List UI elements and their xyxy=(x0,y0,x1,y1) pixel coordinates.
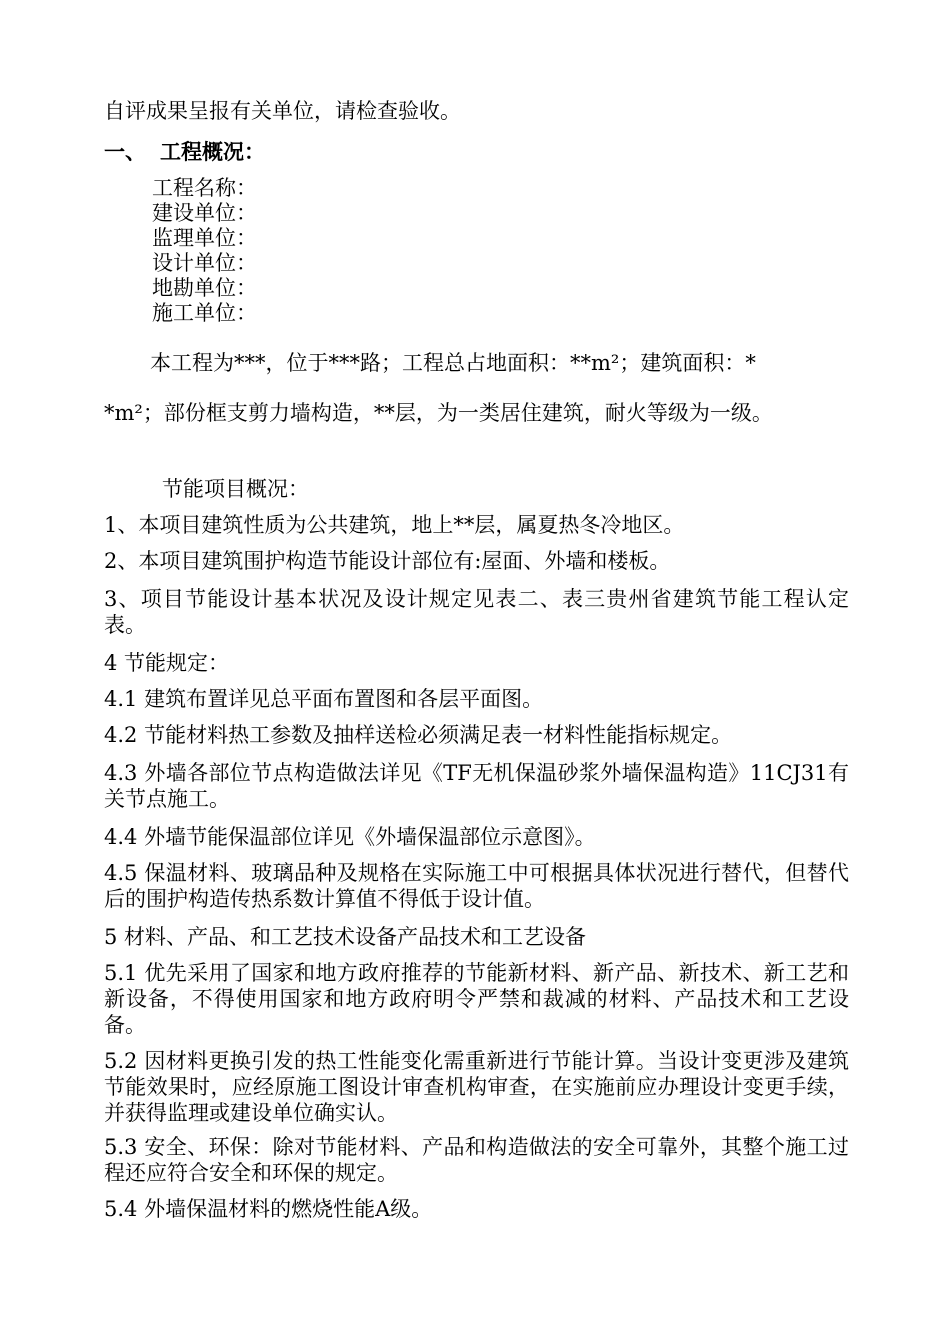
section-heading xyxy=(104,139,864,165)
energy-overview-title: 节能项目概况： xyxy=(162,477,309,501)
field-construction-unit: 建设单位： xyxy=(152,201,257,225)
list-item-4-3: 4.3 外墙各部位节点构造做法详见《TF无机保温砂浆外墙保温构造》11CJ31有关节点施工。 xyxy=(104,761,849,811)
list-item-5-3: 5.3 安全、环保：除对节能材料、产品和构造做法的安全可靠外，其整个施工过程还应符合安全和环保的规定。 xyxy=(104,1135,849,1185)
list-item-5: 5 材料、产品、和工艺技术设备产品技术和工艺设备 xyxy=(104,925,587,949)
list-item-1: 1、本项目建筑性质为公共建筑，地上**层，属夏热冬冷地区。 xyxy=(104,513,685,537)
section-title: 工程概况： xyxy=(160,140,265,164)
list-item-5-1: 5.1 优先采用了国家和地方政府推荐的节能新材料、新产品、新技术、新工艺和新设备，不得使用国家和地方政府明令严禁和裁减的材料、产品技术和工艺设备。 xyxy=(104,961,849,1037)
list-item-2: 2、本项目建筑围护构造节能设计部位有:屋面、外墙和楼板。 xyxy=(104,549,671,573)
list-item-3: 3、项目节能设计基本状况及设计规定见表二、表三贵州省建筑节能工程认定表。 xyxy=(104,587,849,637)
overview-line-2: *m²；部份框支剪力墙构造，**层，为一类居住建筑，耐火等级为一级。 xyxy=(104,401,773,425)
list-item-4: 4 节能规定： xyxy=(104,651,230,675)
intro-line: 自评成果呈报有关单位，请检查验收。 xyxy=(104,99,461,123)
field-supervision-unit: 监理单位： xyxy=(152,226,257,250)
overview-line-1: 本工程为***，位于***路；工程总占地面积：**m²；建筑面积：* xyxy=(150,351,756,375)
field-project-name: 工程名称： xyxy=(152,176,257,200)
field-design-unit: 设计单位： xyxy=(152,251,257,275)
list-item-4-5: 4.5 保温材料、玻璃品种及规格在实际施工中可根据具体状况进行替代，但替代后的围护构造传热系数计算值不得低于设计值。 xyxy=(104,861,849,911)
list-item-4-2: 4.2 节能材料热工参数及抽样送检必须满足表一材料性能指标规定。 xyxy=(104,723,733,747)
list-item-5-4: 5.4 外墙保温材料的燃烧性能A级。 xyxy=(104,1197,433,1221)
field-survey-unit: 地勘单位： xyxy=(152,276,257,300)
section-number: 一、 xyxy=(104,140,146,164)
field-builder-unit: 施工单位： xyxy=(152,301,257,325)
list-item-4-4: 4.4 外墙节能保温部位详见《外墙保温部位示意图》。 xyxy=(104,825,596,849)
list-item-4-1: 4.1 建筑布置详见总平面布置图和各层平面图。 xyxy=(104,687,544,711)
list-item-5-2: 5.2 因材料更换引发的热工性能变化需重新进行节能计算。当设计变更涉及建筑节能效果时，应经原施工图设计审查机构审查，在实施前应办理设计变更手续，并获得监理或建设单位确实认。 xyxy=(104,1049,849,1125)
